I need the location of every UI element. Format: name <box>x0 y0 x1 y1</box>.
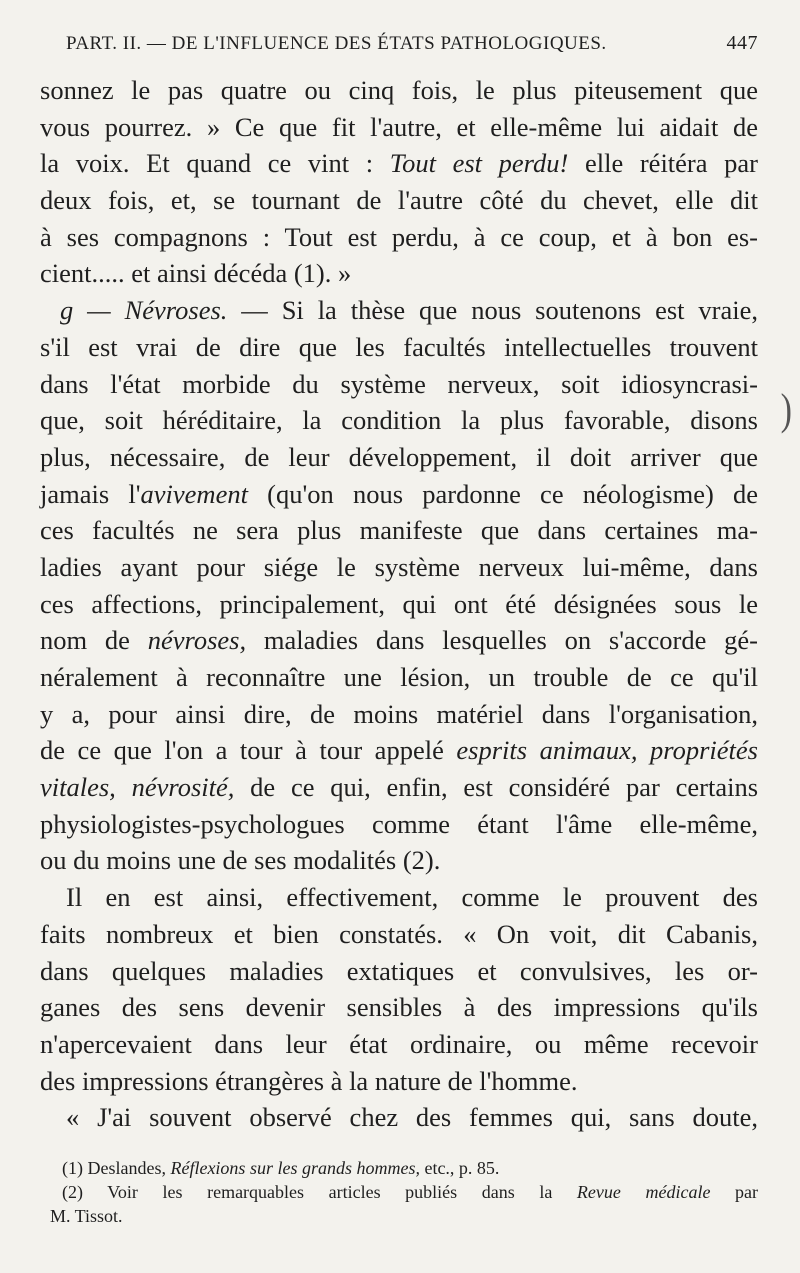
text-line <box>40 366 758 403</box>
footnote-line-italic: Revue médicale <box>576 1182 711 1202</box>
text-line <box>40 659 758 696</box>
text-line <box>40 109 758 146</box>
book-page <box>40 0 758 1273</box>
text-line <box>40 806 758 843</box>
text-line <box>40 879 758 916</box>
text-line <box>40 953 758 990</box>
text-line <box>40 1063 758 1100</box>
text-line-text: jamais l' <box>40 478 141 509</box>
footnote-line <box>50 1204 758 1228</box>
text-line-text: elle réitéra par <box>568 148 758 179</box>
text-line-text: ganes des sens devenir sensibles à des impressions qu'ils <box>40 992 758 1023</box>
text-line-italic: Tout est perdu! <box>389 148 569 179</box>
text-line-text: cient..... et ainsi décéda (1). » <box>40 258 352 289</box>
text-line-text: nom de <box>40 625 148 656</box>
text-line-text: que, soit héréditaire, la condition la plus favorable, disons <box>40 405 758 436</box>
text-line-text: de ce que l'on a tour à tour appelé <box>40 735 457 766</box>
body-text <box>40 72 758 1136</box>
running-header <box>66 32 758 55</box>
text-line <box>40 512 758 549</box>
footnote-line-text: etc., p. 85. <box>419 1158 500 1178</box>
text-line-text: s'il est vrai de dire que les facultés intellectuelles trouvent <box>40 331 758 362</box>
text-line-text: (qu'on nous pardonne ce néologisme) de <box>247 478 759 509</box>
text-line <box>40 586 758 623</box>
text-line <box>40 1099 758 1136</box>
text-line-text: vous pourrez. » Ce que fit l'autre, et elle-même lui aidait de <box>40 111 758 142</box>
text-line-text: néralement à reconnaître une lésion, un trouble de ce qu'il <box>40 662 758 692</box>
text-line-italic: g — Névroses. <box>60 295 228 326</box>
text-line <box>40 916 758 953</box>
text-line <box>40 255 758 292</box>
text-line <box>40 842 758 879</box>
text-line-text: y a, pour ainsi dire, de moins matériel dans l'organisation, <box>40 698 758 729</box>
text-line-text: la voix. Et quand ce vint : <box>40 148 390 179</box>
text-line <box>40 1026 758 1063</box>
footnotes <box>50 1156 758 1228</box>
text-line <box>40 622 758 659</box>
text-line <box>40 329 758 366</box>
text-line <box>40 696 758 733</box>
footnote-line-text: (2) Voir les remarquables articles publiés dans la <box>62 1182 577 1202</box>
text-line-text: — Si la thèse que nous soutenons est vraie, <box>227 295 758 326</box>
text-line <box>40 402 758 439</box>
running-title: PART. II. — DE L'INFLUENCE DES ÉTATS PATHOLOGIQUES. <box>66 33 607 54</box>
text-line <box>40 439 758 476</box>
text-line-text: « J'ai souvent observé chez des femmes qui, sans doute, <box>66 1102 758 1133</box>
footnote-line-italic: Réflexions sur les grands hommes, <box>170 1158 420 1178</box>
text-line <box>40 732 758 769</box>
text-line <box>40 182 758 219</box>
text-line-text: maladies dans lesquelles on s'accorde gé- <box>246 625 758 656</box>
text-line <box>40 769 758 806</box>
text-line <box>40 989 758 1026</box>
footnote-line-text: M. Tissot. <box>50 1206 123 1226</box>
footnote-line <box>50 1180 758 1204</box>
text-line-text: ces affections, principalement, qui ont été désignées sous le <box>40 588 758 619</box>
text-line-text: deux fois, et, se tournant de l'autre côté du chevet, elle dit <box>40 185 758 216</box>
text-line <box>40 476 758 513</box>
text-line-text: ou du moins une de ses modalités (2). <box>40 845 441 876</box>
text-line <box>40 292 758 329</box>
footnote-line-text: (1) Deslandes, <box>62 1158 171 1178</box>
text-line-text: n'apercevaient dans leur état ordinaire, ou même recevoir <box>40 1028 758 1059</box>
text-line-italic: esprits animaux, propriétés <box>456 735 758 766</box>
text-line-text: Il en est ainsi, effectivement, comme le prouvent des <box>66 882 758 913</box>
text-line-text: physiologistes-psychologues comme étant l'âme elle-même, <box>40 808 758 839</box>
page-number: 447 <box>726 32 758 54</box>
text-line-italic: vitales, névrosité, <box>40 772 235 803</box>
text-line-text: à ses compagnons : Tout est perdu, à ce coup, et à bon es- <box>40 221 758 252</box>
text-line-text: sonnez le pas quatre ou cinq fois, le plus piteusement que <box>40 75 758 105</box>
text-line-text: dans l'état morbide du système nerveux, soit idiosyncrasi- <box>40 368 758 399</box>
margin-pencil-mark: ) <box>780 386 792 435</box>
text-line-text: dans quelques maladies extatiques et convulsives, les or- <box>40 955 758 986</box>
text-line-text: ces facultés ne sera plus manifeste que dans certaines ma- <box>40 515 758 546</box>
text-line-text: de ce qui, enfin, est considéré par certains <box>234 772 759 803</box>
text-line-text: des impressions étrangères à la nature de l'homme. <box>40 1065 578 1096</box>
text-line-text: faits nombreux et bien constatés. « On voit, dit Cabanis, <box>40 918 758 949</box>
text-line <box>40 549 758 586</box>
footnote-line <box>50 1156 758 1180</box>
text-line-italic: névroses, <box>147 625 247 656</box>
footnote-line-text: par <box>710 1182 759 1202</box>
text-line <box>40 72 758 109</box>
text-line-text: plus, nécessaire, de leur développement, il doit arriver que <box>40 441 758 472</box>
text-line <box>40 219 758 256</box>
text-line <box>40 145 758 182</box>
text-line-italic: avivement <box>140 478 248 509</box>
text-line-text: ladies ayant pour siége le système nerveux lui-même, dans <box>40 551 758 582</box>
